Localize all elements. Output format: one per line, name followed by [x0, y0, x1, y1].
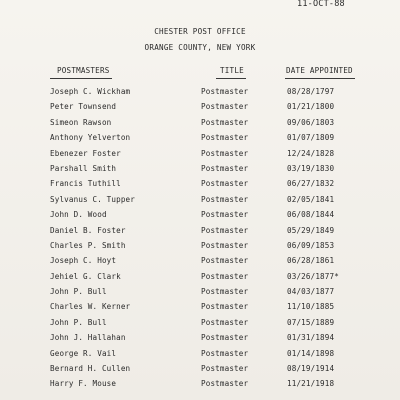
postmaster-title: Postmaster: [201, 179, 249, 189]
table-row: [0, 349, 400, 364]
postmaster-title: Postmaster: [201, 102, 249, 112]
postmaster-name: Anthony Yelverton: [50, 133, 131, 143]
date-appointed: 04/03/1877: [287, 287, 335, 297]
postmaster-name: Bernard H. Cullen: [50, 364, 131, 374]
postmaster-name: Jehiel G. Clark: [50, 271, 121, 281]
postmaster-name: Sylvanus C. Tupper: [50, 194, 135, 204]
postmaster-title: Postmaster: [201, 287, 249, 297]
date-appointed: 01/21/1800: [287, 102, 335, 112]
postmaster-title: Postmaster: [201, 364, 249, 374]
postmaster-name: John J. Hallahan: [50, 333, 126, 343]
date-appointed: 01/14/1898: [287, 348, 335, 358]
date-appointed: 08/28/1797: [287, 87, 335, 96]
table-row: [0, 195, 400, 210]
document-subtitle: ORANGE COUNTY, NEW YORK: [144, 43, 256, 52]
table-row: [0, 226, 400, 241]
date-appointed: 08/19/1914: [287, 364, 335, 374]
table-row: [0, 333, 400, 348]
postmaster-title: Postmaster: [201, 225, 249, 235]
postmaster-title: Postmaster: [201, 163, 249, 173]
postmaster-title: Postmaster: [201, 271, 249, 281]
date-appointed: 12/24/1828: [287, 148, 335, 158]
document-date: 11-OCT-88: [297, 0, 345, 9]
header-underline-title: [216, 78, 246, 79]
table-row: [0, 118, 400, 133]
date-appointed: 01/31/1894: [287, 333, 335, 343]
postmaster-name: Joseph C. Hoyt: [50, 256, 117, 266]
postmaster-name: Francis Tuthill: [50, 179, 121, 189]
postmaster-title: Postmaster: [201, 148, 249, 158]
date-appointed: 06/08/1844: [287, 210, 335, 220]
postmaster-name: Harry F. Mouse: [50, 379, 117, 389]
table-row: [0, 364, 400, 379]
date-appointed: 06/09/1853: [287, 240, 335, 250]
table-row: [0, 164, 400, 179]
date-appointed: 09/06/1803: [287, 117, 335, 127]
table-row: [0, 287, 400, 302]
table-row: [0, 102, 400, 117]
postmaster-name: Charles W. Kerner: [50, 302, 131, 312]
postmaster-title: Postmaster: [201, 210, 249, 220]
postmaster-title: Postmaster: [201, 302, 249, 312]
column-header-date-appointed: DATE APPOINTED: [286, 66, 353, 75]
postmaster-title: Postmaster: [201, 87, 249, 96]
table-row: [0, 256, 400, 271]
date-appointed: 11/10/1885: [287, 302, 335, 312]
postmaster-name: Parshall Smith: [50, 163, 117, 173]
date-appointed: 03/26/1877*: [287, 271, 339, 281]
date-appointed: 11/21/1918: [287, 379, 335, 389]
date-appointed: 06/27/1832: [287, 179, 335, 189]
postmaster-title: Postmaster: [201, 333, 249, 343]
postmasters-table: [0, 87, 400, 395]
postmaster-title: Postmaster: [201, 348, 249, 358]
postmaster-name: Daniel B. Foster: [50, 225, 126, 235]
date-appointed: 05/29/1849: [287, 225, 335, 235]
date-appointed: 02/05/1841: [287, 194, 335, 204]
postmaster-name: Simeon Rawson: [50, 117, 112, 127]
postmaster-title: Postmaster: [201, 240, 249, 250]
postmaster-name: John P. Bull: [50, 317, 107, 327]
table-row: [0, 379, 400, 394]
date-appointed: 01/07/1809: [287, 133, 335, 143]
table-row: [0, 272, 400, 287]
postmaster-title: Postmaster: [201, 317, 249, 327]
postmaster-name: George R. Vail: [50, 348, 117, 358]
table-row: [0, 179, 400, 194]
column-header-title: TITLE: [220, 66, 244, 75]
postmaster-title: Postmaster: [201, 256, 249, 266]
header-underline-postmasters: [50, 78, 112, 79]
document-title: CHESTER POST OFFICE: [154, 27, 246, 36]
table-row: [0, 210, 400, 225]
table-row: [0, 241, 400, 256]
date-appointed: 07/15/1889: [287, 317, 335, 327]
table-row: [0, 318, 400, 333]
table-row: [0, 302, 400, 317]
column-header-postmasters: POSTMASTERS: [57, 66, 110, 75]
table-row: [0, 149, 400, 164]
postmaster-name: John D. Wood: [50, 210, 107, 220]
postmaster-name: John P. Bull: [50, 287, 107, 297]
postmaster-title: Postmaster: [201, 117, 249, 127]
postmaster-title: Postmaster: [201, 379, 249, 389]
date-appointed: 03/19/1830: [287, 163, 335, 173]
table-row: [0, 87, 400, 102]
date-appointed: 06/28/1861: [287, 256, 335, 266]
postmaster-name: Peter Townsend: [50, 102, 117, 112]
postmaster-name: Joseph C. Wickham: [50, 87, 131, 96]
header-underline-date: [285, 78, 355, 79]
postmaster-title: Postmaster: [201, 133, 249, 143]
postmaster-title: Postmaster: [201, 194, 249, 204]
postmaster-name: Ebenezer Foster: [50, 148, 121, 158]
postmaster-name: Charles P. Smith: [50, 240, 126, 250]
table-row: [0, 133, 400, 148]
